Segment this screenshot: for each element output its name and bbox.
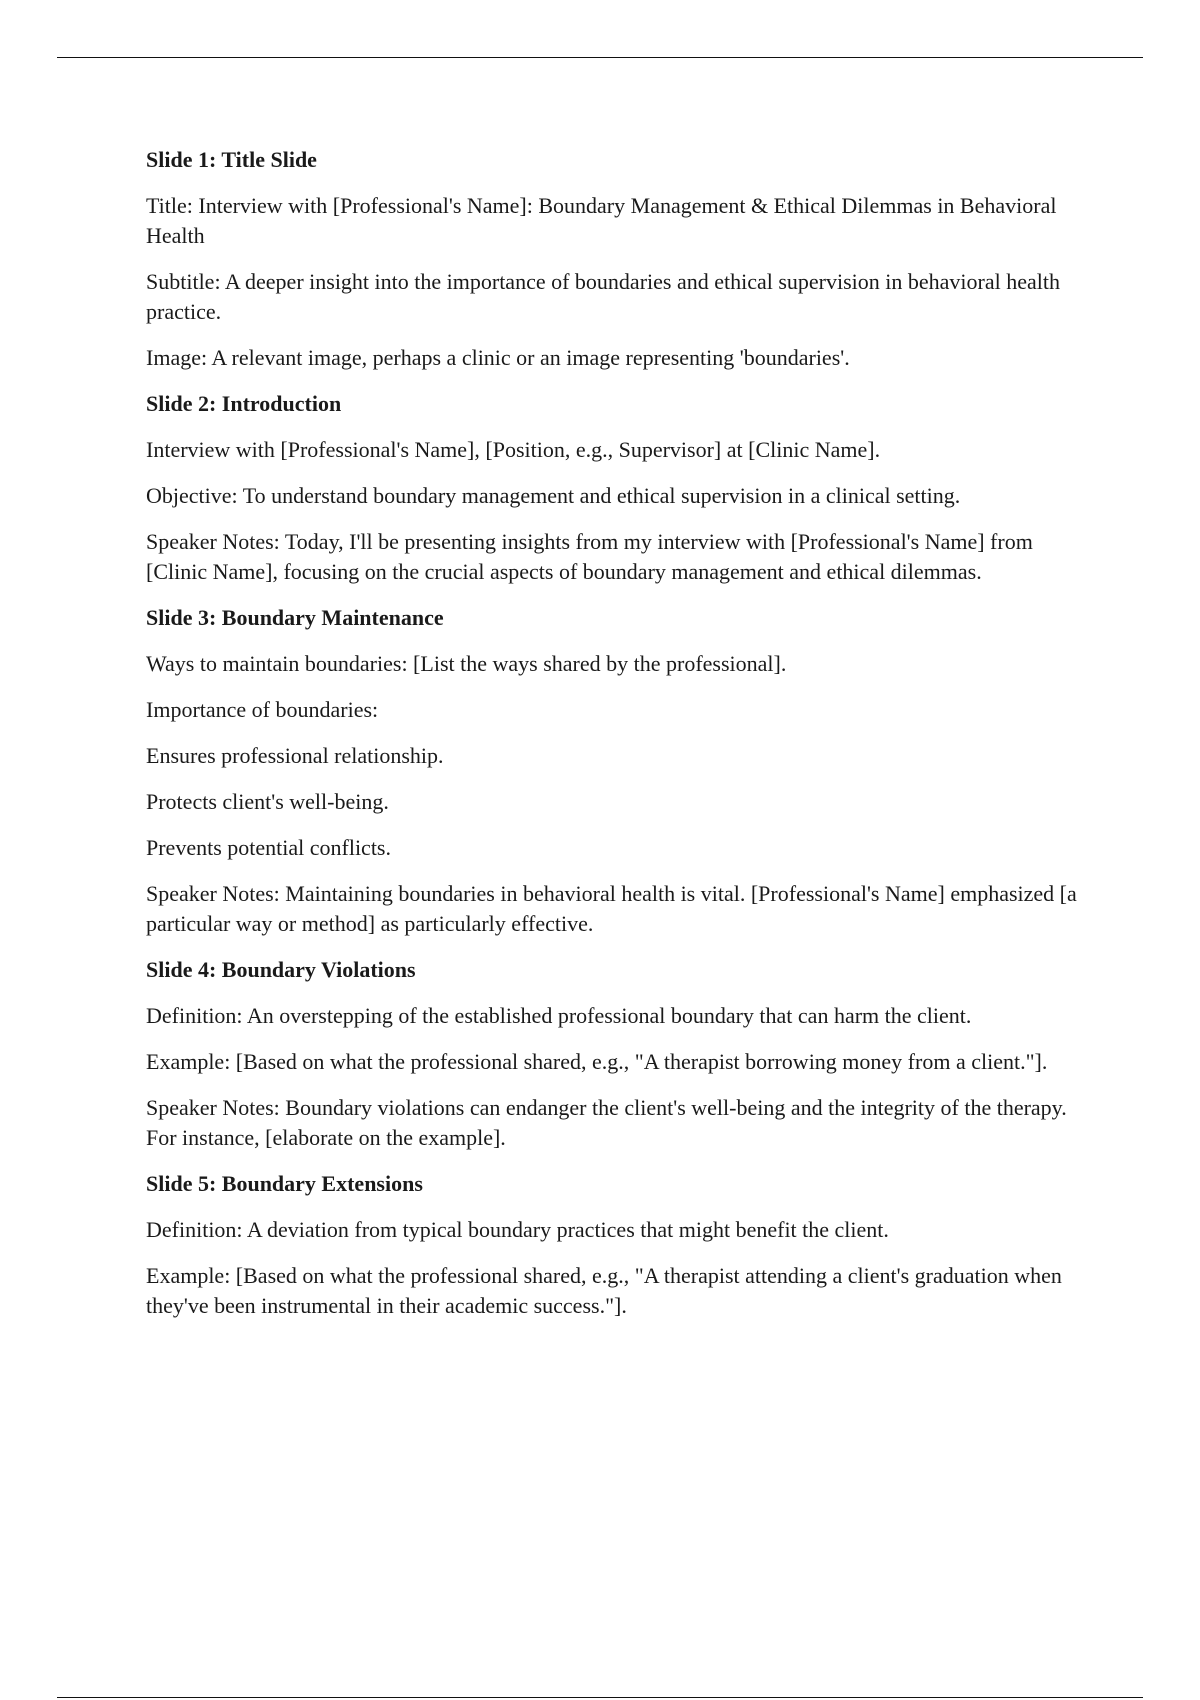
slide-heading: Slide 3: Boundary Maintenance xyxy=(146,605,444,630)
slide-paragraph: Example: [Based on what the professional shared, e.g., "A therapist attending a client's graduation when they've been instrumental in their academic success."]. xyxy=(146,1263,1062,1318)
slide-paragraph: Definition: A deviation from typical boundary practices that might benefit the client. xyxy=(146,1217,889,1242)
slide-paragraph: Image: A relevant image, perhaps a clinic or an image representing 'boundaries'. xyxy=(146,345,850,370)
slide-paragraph: Protects client's well-being. xyxy=(146,789,389,814)
slide-paragraph: Importance of boundaries: xyxy=(146,697,379,722)
slide-paragraph: Interview with [Professional's Name], [Position, e.g., Supervisor] at [Clinic Name]. xyxy=(146,437,881,462)
slide-2-section xyxy=(146,389,1096,587)
slide-1-section xyxy=(146,145,1096,373)
document-body xyxy=(146,145,1096,1337)
slide-paragraph: Speaker Notes: Boundary violations can endanger the client's well-being and the integrity of the therapy. For instance, [elaborate on the example]. xyxy=(146,1095,1067,1150)
slide-paragraph: Example: [Based on what the professional shared, e.g., "A therapist borrowing money from a client."]. xyxy=(146,1049,1048,1074)
slide-paragraph: Objective: To understand boundary management and ethical supervision in a clinical setting. xyxy=(146,483,961,508)
slide-4-section xyxy=(146,955,1096,1153)
slide-paragraph: Speaker Notes: Maintaining boundaries in behavioral health is vital. [Professional's Name] emphasized [a particular way or method] as particularly effective. xyxy=(146,881,1077,936)
slide-paragraph: Title: Interview with [Professional's Name]: Boundary Management & Ethical Dilemmas in Behavioral Health xyxy=(146,193,1057,248)
slide-paragraph: Speaker Notes: Today, I'll be presenting insights from my interview with [Professional's Name] from [Clinic Name], focusing on the crucial aspects of boundary management and ethical dilemmas. xyxy=(146,529,1033,584)
bottom-rule xyxy=(57,1697,1143,1698)
slide-5-section xyxy=(146,1169,1096,1321)
slide-paragraph: Ways to maintain boundaries: [List the ways shared by the professional]. xyxy=(146,651,787,676)
slide-paragraph: Definition: An overstepping of the established professional boundary that can harm the client. xyxy=(146,1003,972,1028)
slide-heading: Slide 5: Boundary Extensions xyxy=(146,1171,423,1196)
slide-paragraph: Prevents potential conflicts. xyxy=(146,835,391,860)
slide-paragraph: Subtitle: A deeper insight into the importance of boundaries and ethical supervision in behavioral health practice. xyxy=(146,269,1060,324)
slide-3-section xyxy=(146,603,1096,939)
slide-heading: Slide 4: Boundary Violations xyxy=(146,957,416,982)
slide-heading: Slide 1: Title Slide xyxy=(146,147,317,172)
top-rule xyxy=(57,57,1143,58)
slide-paragraph: Ensures professional relationship. xyxy=(146,743,444,768)
slide-heading: Slide 2: Introduction xyxy=(146,391,342,416)
